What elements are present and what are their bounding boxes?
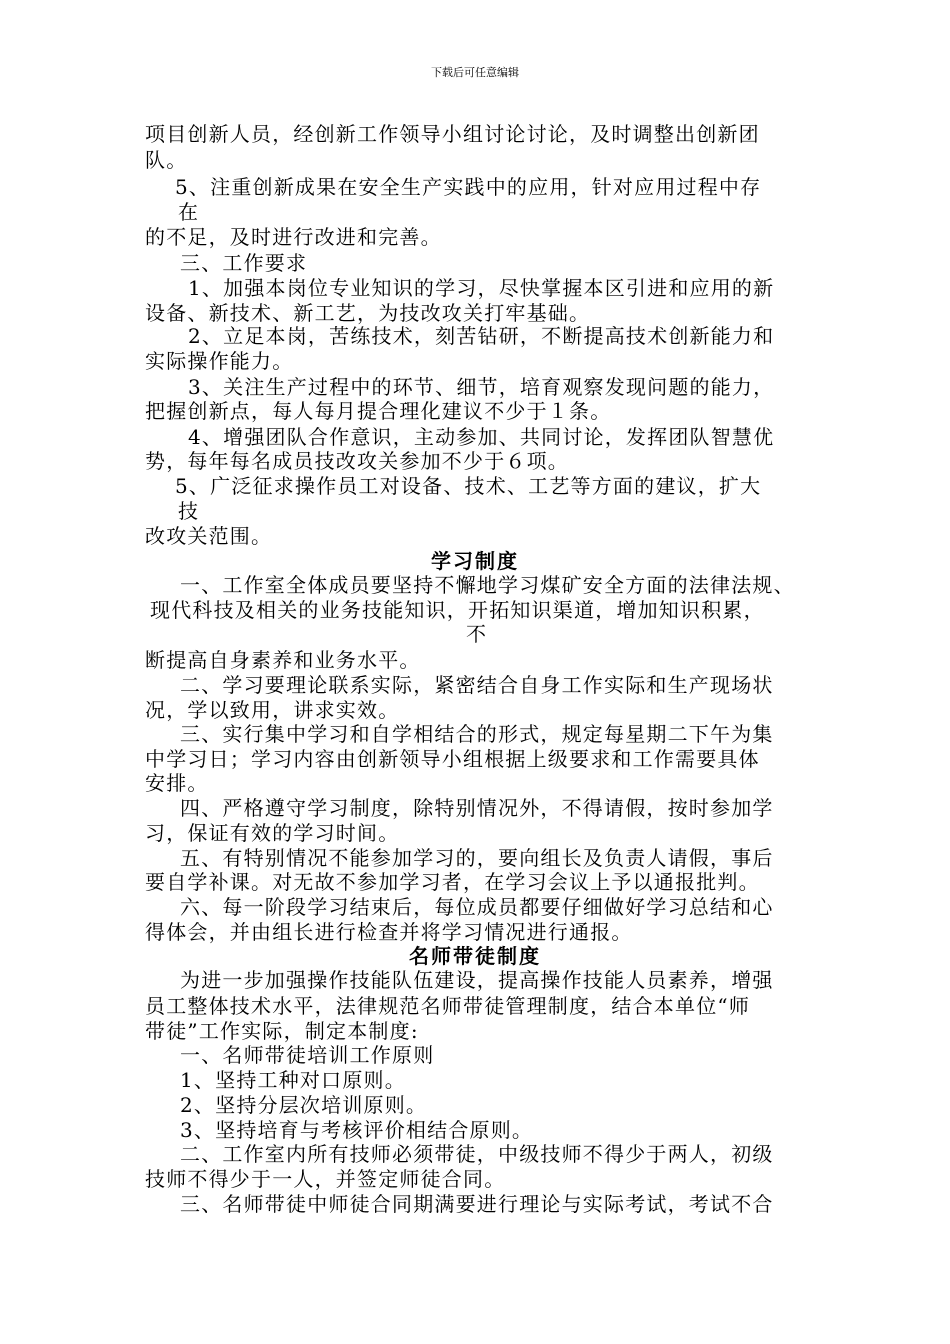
text-line: 设备、新技术、新工艺，为技改攻关打牢基础。	[145, 301, 591, 325]
text-line: 势，每年每名成员技改攻关参加不少于６项。	[145, 449, 569, 473]
section-title-mentor-system: 名师带徒制度	[409, 944, 541, 968]
text-line: 六、每一阶段学习结束后，每位成员都要仔细做好学习总结和心	[180, 895, 774, 919]
text-line: 习，保证有效的学习时间。	[145, 821, 400, 845]
text-line: 为进一步加强操作技能队伍建设，提高操作技能人员素养，增强	[180, 968, 774, 992]
text-line: 要自学补课。对无故不参加学习者，在学习会议上予以通报批判。	[145, 870, 760, 894]
text-line: 况，学以致用，讲求实效。	[145, 698, 400, 722]
text-line: 5、注重创新成果在安全生产实践中的应用，针对应用过程中存	[175, 175, 762, 199]
text-line: 实际操作能力。	[145, 349, 294, 373]
text-line: 三、实行集中学习和自学相结合的形式，规定每星期二下午为集	[180, 722, 774, 746]
text-line: 2、立足本岗，苦练技术，刻苦钻研，不断提高技术创新能力和	[188, 324, 775, 348]
section-title-study-system: 学习制度	[431, 549, 519, 573]
text-line: 2、坚持分层次培训原则。	[180, 1093, 428, 1117]
text-line: 一、工作室全体成员要坚持不懈地学习煤矿安全方面的法律法规、	[180, 573, 795, 597]
text-line: 带徒”工作实际，制定本制度:	[145, 1019, 419, 1043]
text-line: 技师不得少于一人，并签定师徒合同。	[145, 1167, 506, 1191]
text-line: 二、学习要理论联系实际，紧密结合自身工作实际和生产现场状	[180, 673, 774, 697]
text-line: 队。	[145, 148, 188, 172]
text-line: 改攻关范围。	[145, 524, 273, 548]
section-heading: 三、工作要求	[180, 251, 308, 275]
text-line: 5、广泛征求操作员工对设备、技术、工艺等方面的建议，扩大	[175, 474, 762, 498]
text-line: 安排。	[145, 771, 209, 795]
text-line: 把握创新点，每人每月提合理化建议不少于１条。	[145, 399, 612, 423]
text-line: 一、名师带徒培训工作原则	[180, 1043, 435, 1067]
text-line: 不	[466, 622, 488, 646]
text-line: 3、坚持培育与考核评价相结合原则。	[180, 1118, 534, 1142]
text-line: 技	[178, 499, 200, 523]
text-line: 1、坚持工种对口原则。	[180, 1068, 406, 1092]
text-line: 二、工作室内所有技师必须带徒，中级技师不得少于两人，初级	[180, 1142, 774, 1166]
text-line: 得体会，并由组长进行检查并将学习情况进行通报。	[145, 920, 633, 944]
text-line: 中学习日；学习内容由创新领导小组根据上级要求和工作需要具体	[145, 747, 760, 771]
text-line: 4、增强团队合作意识，主动参加、共同讨论，发挥团队智慧优	[188, 425, 775, 449]
text-line: 员工整体技术水平，法律规范名师带徒管理制度，结合本单位“师	[145, 994, 751, 1018]
text-line: 3、关注生产过程中的环节、细节，培育观察发现问题的能力，	[188, 375, 775, 399]
text-line: 的不足，及时进行改进和完善。	[145, 225, 442, 249]
text-line: 五、有特别情况不能参加学习的，要向组长及负责人请假，事后	[180, 846, 774, 870]
text-line: 四、严格遵守学习制度，除特别情况外，不得请假，按时参加学	[180, 796, 774, 820]
page-header: 下载后可任意编辑	[431, 66, 519, 79]
text-line: 1、加强本岗位专业知识的学习，尽快掌握本区引进和应用的新	[188, 276, 775, 300]
text-line: 在	[178, 200, 200, 224]
text-line: 三、名师带徒中师徒合同期满要进行理论与实际考试，考试不合	[180, 1192, 774, 1216]
text-line: 断提高自身素养和业务水平。	[145, 648, 421, 672]
text-line: 项目创新人员，经创新工作领导小组讨论讨论，及时调整出创新团	[145, 122, 760, 146]
text-line: 现代科技及相关的业务技能知识，开拓知识渠道，增加知识积累，	[150, 598, 765, 622]
